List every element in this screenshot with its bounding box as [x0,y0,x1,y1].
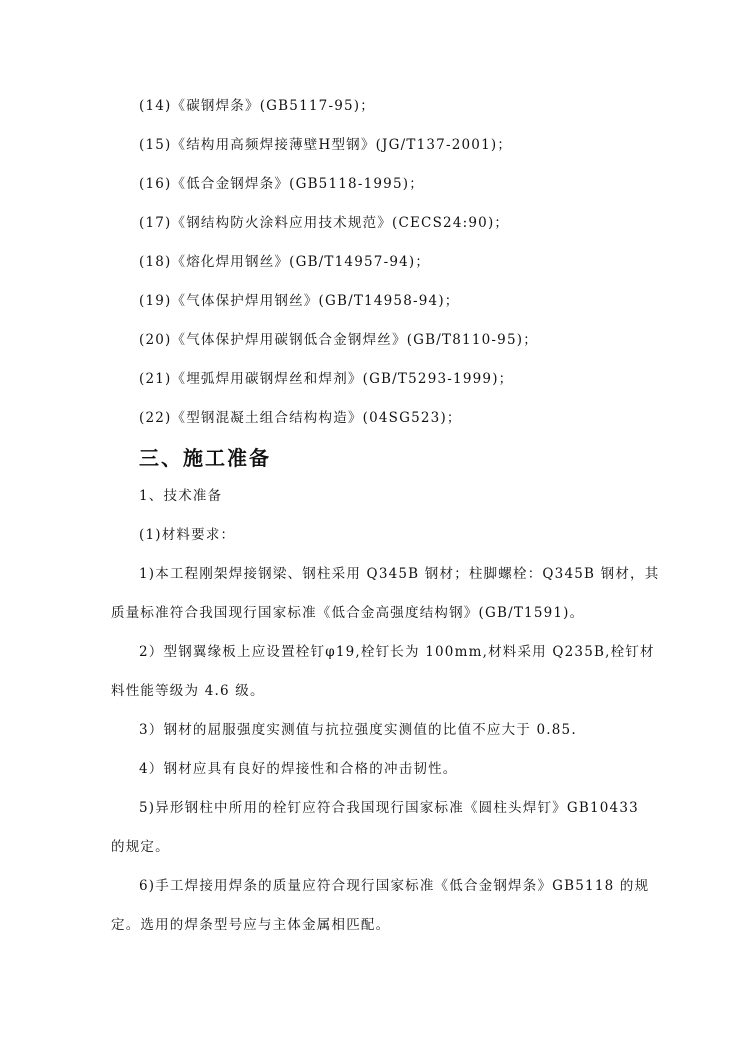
reference-item: (17)《钢结构防火涂料应用技术规范》(CECS24:90)； [139,215,510,231]
subheading: 1、技术准备 [139,488,223,504]
paragraph-line: 3）钢材的屈服强度实测值与抗拉强度实测值的比值不应大于 0.85. [139,722,577,738]
paragraph-line: 2）型钢翼缘板上应设置栓钉φ19,栓钉长为 100mm,材料采用 Q235B,栓钉材 [139,644,655,660]
reference-item: (20)《气体保护焊用碳钢低合金钢焊丝》(GB/T8110-95)； [139,332,538,348]
paragraph-line: 质量标准符合我国现行国家标准《低合金高强度结构钢》(GB/T1591)。 [111,605,585,621]
reference-item: (18)《熔化焊用钢丝》(GB/T14957-94)； [139,254,431,270]
reference-item: (21)《埋弧焊用碳钢焊丝和焊剂》(GB/T5293-1999)； [139,371,514,387]
reference-item: (14)《碳钢焊条》(GB5117-95)； [139,98,375,114]
paragraph-line: 4）钢材应具有良好的焊接性和合格的冲击韧性。 [139,761,458,777]
subsubheading: (1)材料要求： [139,527,236,543]
paragraph-line: 6)手工焊接用焊条的质量应符合现行国家标准《低合金钢焊条》GB5118 的规 [139,878,650,894]
paragraph-line: 1)本工程刚架焊接钢梁、钢柱采用 Q345B 钢材；柱脚螺栓：Q345B 钢材，其 [139,566,660,582]
paragraph-line: 定。选用的焊条型号应与主体金属相匹配。 [111,917,391,933]
reference-item: (22)《型钢混凝土组合结构构造》(04SG523)； [139,410,462,426]
section-heading: 三、施工准备 [139,446,271,470]
reference-item: (16)《低合金钢焊条》(GB5118-1995)； [139,176,424,192]
reference-item: (15)《结构用高频焊接薄壁H型钢》(JG/T137-2001)； [139,137,513,153]
paragraph-line: 的规定。 [111,839,170,855]
paragraph-line: 料性能等级为 4.6 级。 [111,683,265,699]
paragraph-line: 5)异形钢柱中所用的栓钉应符合我国现行国家标准《圆柱头焊钉》GB10433 [139,800,639,816]
reference-item: (19)《气体保护焊用钢丝》(GB/T14958-94)； [139,293,460,309]
